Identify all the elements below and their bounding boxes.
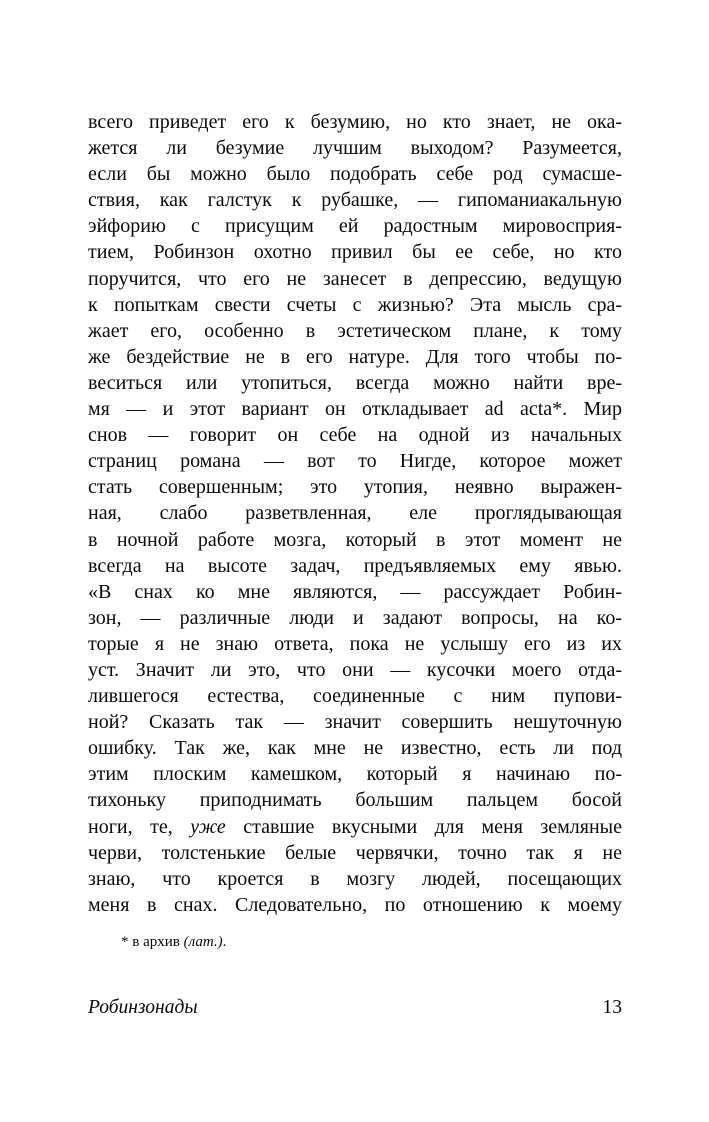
text-segment: черви, толстенькие белые червячки, точно так я не bbox=[88, 841, 622, 864]
text-line bbox=[88, 109, 622, 135]
text-segment: стать совершенным; это утопия, неявно выражен- bbox=[88, 476, 622, 499]
text-segment: ная, слабо разветвленная, еле проглядывающая bbox=[88, 502, 622, 525]
text-segment: * в архив bbox=[121, 934, 184, 950]
footnote-text bbox=[121, 934, 226, 950]
text-segment: меня в снах. Следовательно, по отношению к моему bbox=[88, 893, 622, 916]
text-line bbox=[88, 396, 622, 422]
text-line bbox=[88, 500, 622, 526]
text-line bbox=[88, 605, 622, 631]
text-line bbox=[88, 213, 622, 239]
text-line bbox=[88, 787, 622, 813]
text-segment: ставшие вкусными для меня земляные bbox=[225, 815, 622, 838]
text-line bbox=[88, 866, 622, 892]
text-segment: снов — говорит он себе на одной из начальных bbox=[88, 424, 622, 447]
text-segment: торые я не знаю ответа, пока не услышу его из их bbox=[88, 632, 622, 655]
text-line bbox=[88, 292, 622, 318]
text-line bbox=[88, 761, 622, 787]
text-segment: ошибку. Так же, как мне не известно, есть ли под bbox=[88, 737, 622, 760]
italic-text: уже bbox=[190, 815, 226, 838]
text-line bbox=[88, 657, 622, 683]
text-line bbox=[88, 631, 622, 657]
text-line bbox=[88, 553, 622, 579]
page-number: 13 bbox=[602, 997, 622, 1018]
text-line bbox=[88, 579, 622, 605]
text-line bbox=[88, 709, 622, 735]
text-line bbox=[88, 318, 622, 344]
text-line bbox=[88, 422, 622, 448]
body-text bbox=[88, 109, 622, 918]
text-line bbox=[88, 239, 622, 265]
text-segment: веситься или утопиться, всегда можно найти вре- bbox=[88, 371, 622, 394]
text-segment: тием, Робинзон охотно привил бы ее себе, но кто bbox=[88, 241, 622, 264]
text-line bbox=[88, 448, 622, 474]
text-line bbox=[88, 266, 622, 292]
text-segment: если бы можно было подобрать себе род сумасше- bbox=[88, 163, 622, 186]
text-segment: ноги, те, bbox=[88, 815, 191, 838]
text-line bbox=[88, 814, 622, 840]
text-segment: жает его, особенно в эстетическом плане, к тому bbox=[88, 319, 622, 342]
text-line bbox=[88, 344, 622, 370]
text-segment: жется ли безумие лучшим выходом? Разумеется, bbox=[88, 137, 622, 160]
text-line bbox=[88, 135, 622, 161]
text-segment: ствия, как галстук к рубашке, — гипоманиакальную bbox=[88, 189, 622, 212]
text-segment: . bbox=[222, 934, 227, 950]
text-segment: мя — и этот вариант он откладывает ad acta*. Мир bbox=[88, 398, 622, 421]
text-segment: всегда на высоте задач, предъявляемых ему явью. bbox=[88, 554, 622, 577]
running-title: Робинзонады bbox=[88, 997, 198, 1018]
text-line bbox=[88, 187, 622, 213]
text-segment: в ночной работе мозга, который в этот момент не bbox=[88, 528, 622, 551]
text-segment: знаю, что кроется в мозгу людей, посещающих bbox=[88, 867, 622, 890]
text-segment: уст. Значит ли это, что они — кусочки моего отда- bbox=[88, 658, 622, 681]
text-segment: тихоньку приподнимать большим пальцем босой bbox=[88, 789, 622, 812]
text-line bbox=[88, 683, 622, 709]
text-segment: зон, — различные люди и задают вопросы, на ко- bbox=[88, 606, 622, 629]
text-line bbox=[88, 892, 622, 918]
text-line bbox=[88, 474, 622, 500]
text-line bbox=[88, 370, 622, 396]
text-segment: ной? Сказать так — значит совершить нешуточную bbox=[88, 711, 622, 734]
text-segment: поручится, что его не занесет в депрессию, ведущую bbox=[88, 267, 622, 290]
page-footer bbox=[88, 997, 622, 1019]
text-line bbox=[88, 527, 622, 553]
text-line bbox=[88, 840, 622, 866]
text-segment: всего приведет его к безумию, но кто знает, не ока- bbox=[88, 111, 622, 133]
text-segment: к попыткам свести счеты с жизнью? Эта мысль сра- bbox=[88, 293, 622, 316]
text-segment: «В снах ко мне являются, — рассуждает Робин- bbox=[88, 580, 622, 603]
italic-text: (лат.) bbox=[183, 934, 223, 950]
text-segment: же бездействие не в его натуре. Для того чтобы по- bbox=[88, 345, 622, 368]
text-segment: лившегося естества, соединенные с ним пупови- bbox=[88, 685, 622, 708]
footnote bbox=[88, 933, 622, 952]
text-line bbox=[88, 161, 622, 187]
text-segment: страниц романа — вот то Нигде, которое может bbox=[88, 450, 622, 473]
text-line bbox=[88, 735, 622, 761]
text-segment: эйфорию с присущим ей радостным мировосприя- bbox=[88, 215, 622, 238]
text-segment: этим плоским камешком, который я начинаю по- bbox=[88, 763, 622, 786]
